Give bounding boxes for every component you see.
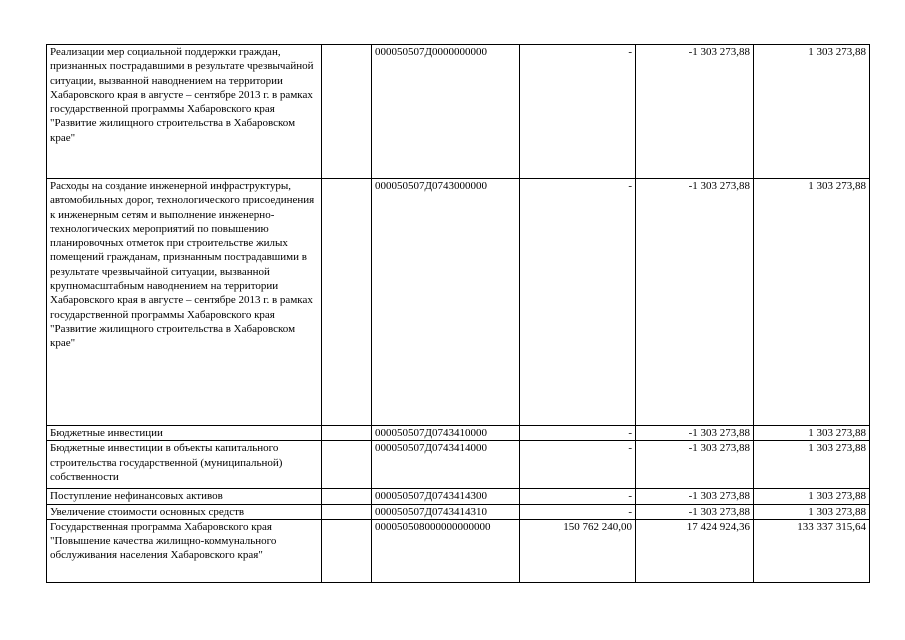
- row-approved-cell: -: [520, 45, 636, 179]
- row-approved-cell: -: [520, 504, 636, 519]
- row-empty-cell: [322, 519, 372, 582]
- row-unexecuted-cell: 1 303 273,88: [754, 504, 870, 519]
- row-empty-cell: [322, 441, 372, 489]
- table-row: [47, 426, 870, 441]
- row-unexecuted-cell: 1 303 273,88: [754, 45, 870, 179]
- row-empty-cell: [322, 426, 372, 441]
- row-executed-cell: -1 303 273,88: [636, 426, 754, 441]
- row-unexecuted-cell: 1 303 273,88: [754, 426, 870, 441]
- row-approved-cell: -: [520, 426, 636, 441]
- row-code-cell: 000050507Д0743410000: [372, 426, 520, 441]
- row-executed-cell: -1 303 273,88: [636, 441, 754, 489]
- row-empty-cell: [322, 489, 372, 504]
- row-approved-cell: -: [520, 441, 636, 489]
- row-approved-cell: 150 762 240,00: [520, 519, 636, 582]
- row-unexecuted-cell: 1 303 273,88: [754, 441, 870, 489]
- table-row: [47, 441, 870, 489]
- row-name-cell: Бюджетные инвестиции в объекты капитального строительства государственной (муниципальной) собственности: [47, 441, 322, 489]
- row-executed-cell: 17 424 924,36: [636, 519, 754, 582]
- row-code-cell: 000050507Д0000000000: [372, 45, 520, 179]
- row-empty-cell: [322, 504, 372, 519]
- table-row: [47, 504, 870, 519]
- row-code-cell: 000050508000000000000: [372, 519, 520, 582]
- row-empty-cell: [322, 179, 372, 426]
- row-name-cell: Расходы на создание инженерной инфраструктуры, автомобильных дорог, технологического присоединения к инженерным сетям и выполнение инженерно-технологических мероприятий по повышению планировочных отметок при строительстве жилых помещений гражданам, признанным пострадавшими в результате чрезвычайной ситуации, вызванной крупномасштабным наводнением на территории Хабаровского края в августе – сентябре 2013 г. в рамках государственной программы Хабаровского края "Развитие жилищного строительства в Хабаровском крае": [47, 179, 322, 426]
- row-approved-cell: -: [520, 489, 636, 504]
- row-unexecuted-cell: 133 337 315,64: [754, 519, 870, 582]
- row-name-cell: Поступление нефинансовых активов: [47, 489, 322, 504]
- row-executed-cell: -1 303 273,88: [636, 489, 754, 504]
- row-code-cell: 000050507Д0743000000: [372, 179, 520, 426]
- row-executed-cell: -1 303 273,88: [636, 179, 754, 426]
- row-approved-cell: -: [520, 179, 636, 426]
- table-row: [47, 179, 870, 426]
- row-executed-cell: -1 303 273,88: [636, 45, 754, 179]
- row-name-cell: Увеличение стоимости основных средств: [47, 504, 322, 519]
- row-unexecuted-cell: 1 303 273,88: [754, 489, 870, 504]
- table-row: [47, 489, 870, 504]
- row-code-cell: 000050507Д0743414300: [372, 489, 520, 504]
- row-executed-cell: -1 303 273,88: [636, 504, 754, 519]
- table-row: [47, 519, 870, 582]
- table-row: [47, 45, 870, 179]
- row-name-cell: Реализации мер социальной поддержки граждан, признанных пострадавшими в результате чрезвычайной ситуации, вызванной наводнением на территории Хабаровского края в августе – сентябре 2013 г. в рамках государственной программы Хабаровского края "Развитие жилищного строительства в Хабаровском крае": [47, 45, 322, 179]
- budget-table: [46, 44, 870, 583]
- row-empty-cell: [322, 45, 372, 179]
- row-name-cell: Бюджетные инвестиции: [47, 426, 322, 441]
- row-code-cell: 000050507Д0743414000: [372, 441, 520, 489]
- row-name-cell: Государственная программа Хабаровского края "Повышение качества жилищно-коммунального обслуживания населения Хабаровского края": [47, 519, 322, 582]
- row-unexecuted-cell: 1 303 273,88: [754, 179, 870, 426]
- row-code-cell: 000050507Д0743414310: [372, 504, 520, 519]
